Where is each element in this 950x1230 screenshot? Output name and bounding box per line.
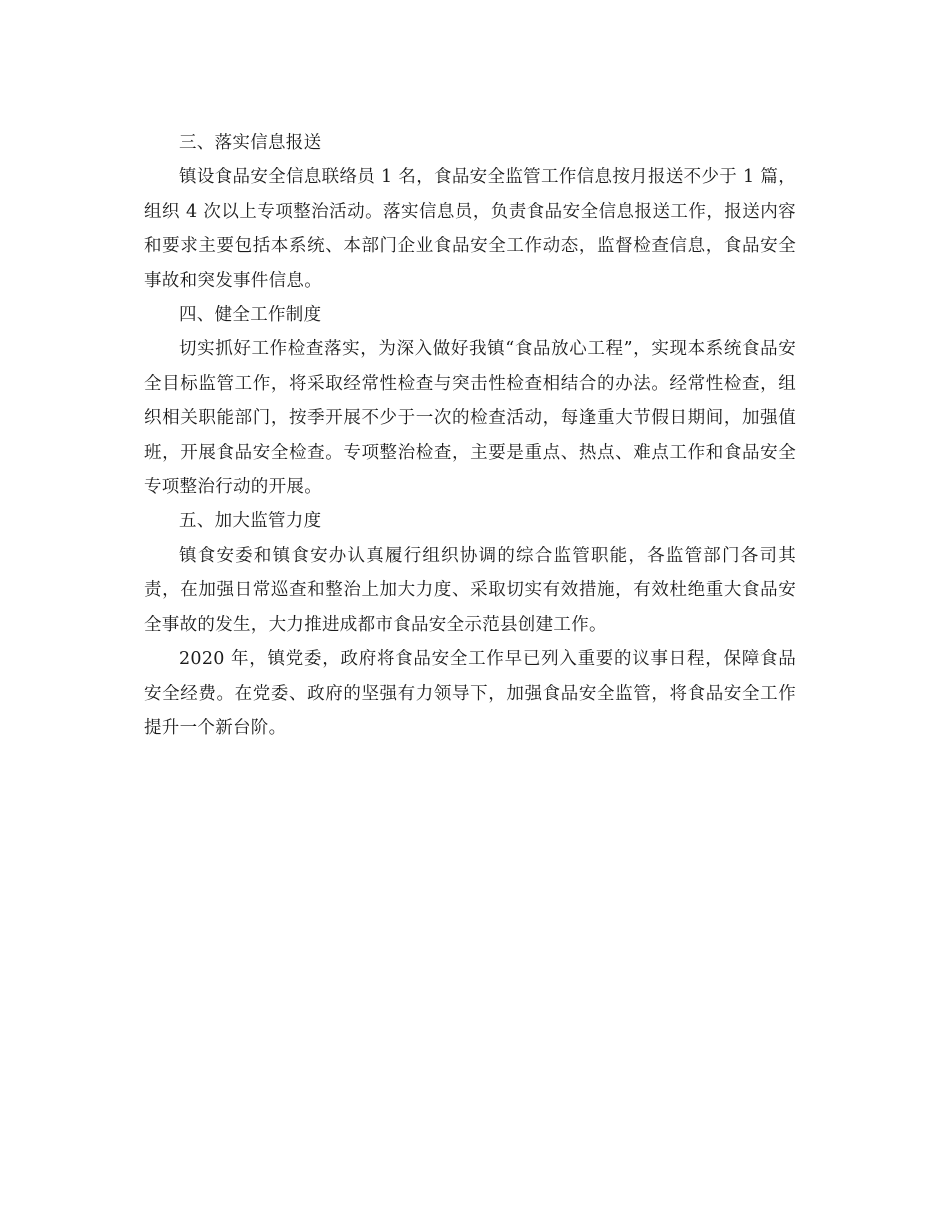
section-paragraph-info-reporting: 镇设食品安全信息联络员 1 名，食品安全监管工作信息按月报送不少于 1 篇，组织 4 次以上专项整治活动。落实信息员，负责食品安全信息报送工作，报送内容和要求主要包括本系统、本部门企业食品安全工作动态，监督检查信息，食品安全事故和突发事件信息。 xyxy=(144,167,796,291)
section-heading-3: 三、落实信息报送 xyxy=(179,133,322,153)
section-paragraph-work-system: 切实抓好工作检查落实，为深入做好我镇“食品放心工程”，实现本系统食品安全目标监管工作，将采取经常性检查与突击性检查相结合的办法。经常性检查，组织相关职能部门，按季开展不少于一次的检查活动，每逢重大节假日期间，加强值班，开展食品安全检查。专项整治检查，主要是重点、热点、难点工作和食品安全专项整治行动的开展。 xyxy=(144,339,796,498)
section-paragraph-supervision: 镇食安委和镇食安办认真履行组织协调的综合监管职能，各监管部门各司其责，在加强日常巡查和整治上加大力度、采取切实有效措施，有效杜绝重大食品安全事故的发生，大力推进成都市食品安全示范县创建工作。 xyxy=(144,545,796,635)
section-heading-5: 五、加大监管力度 xyxy=(179,511,322,532)
document-body xyxy=(144,126,796,745)
section-paragraph-2020-plan: 2020 年，镇党委，政府将食品安全工作早已列入重要的议事日程，保障食品安全经费。在党委、政府的坚强有力领导下，加强食品安全监管，将食品安全工作提升一个新台阶。 xyxy=(144,649,796,738)
section-heading-4: 四、健全工作制度 xyxy=(179,305,322,326)
